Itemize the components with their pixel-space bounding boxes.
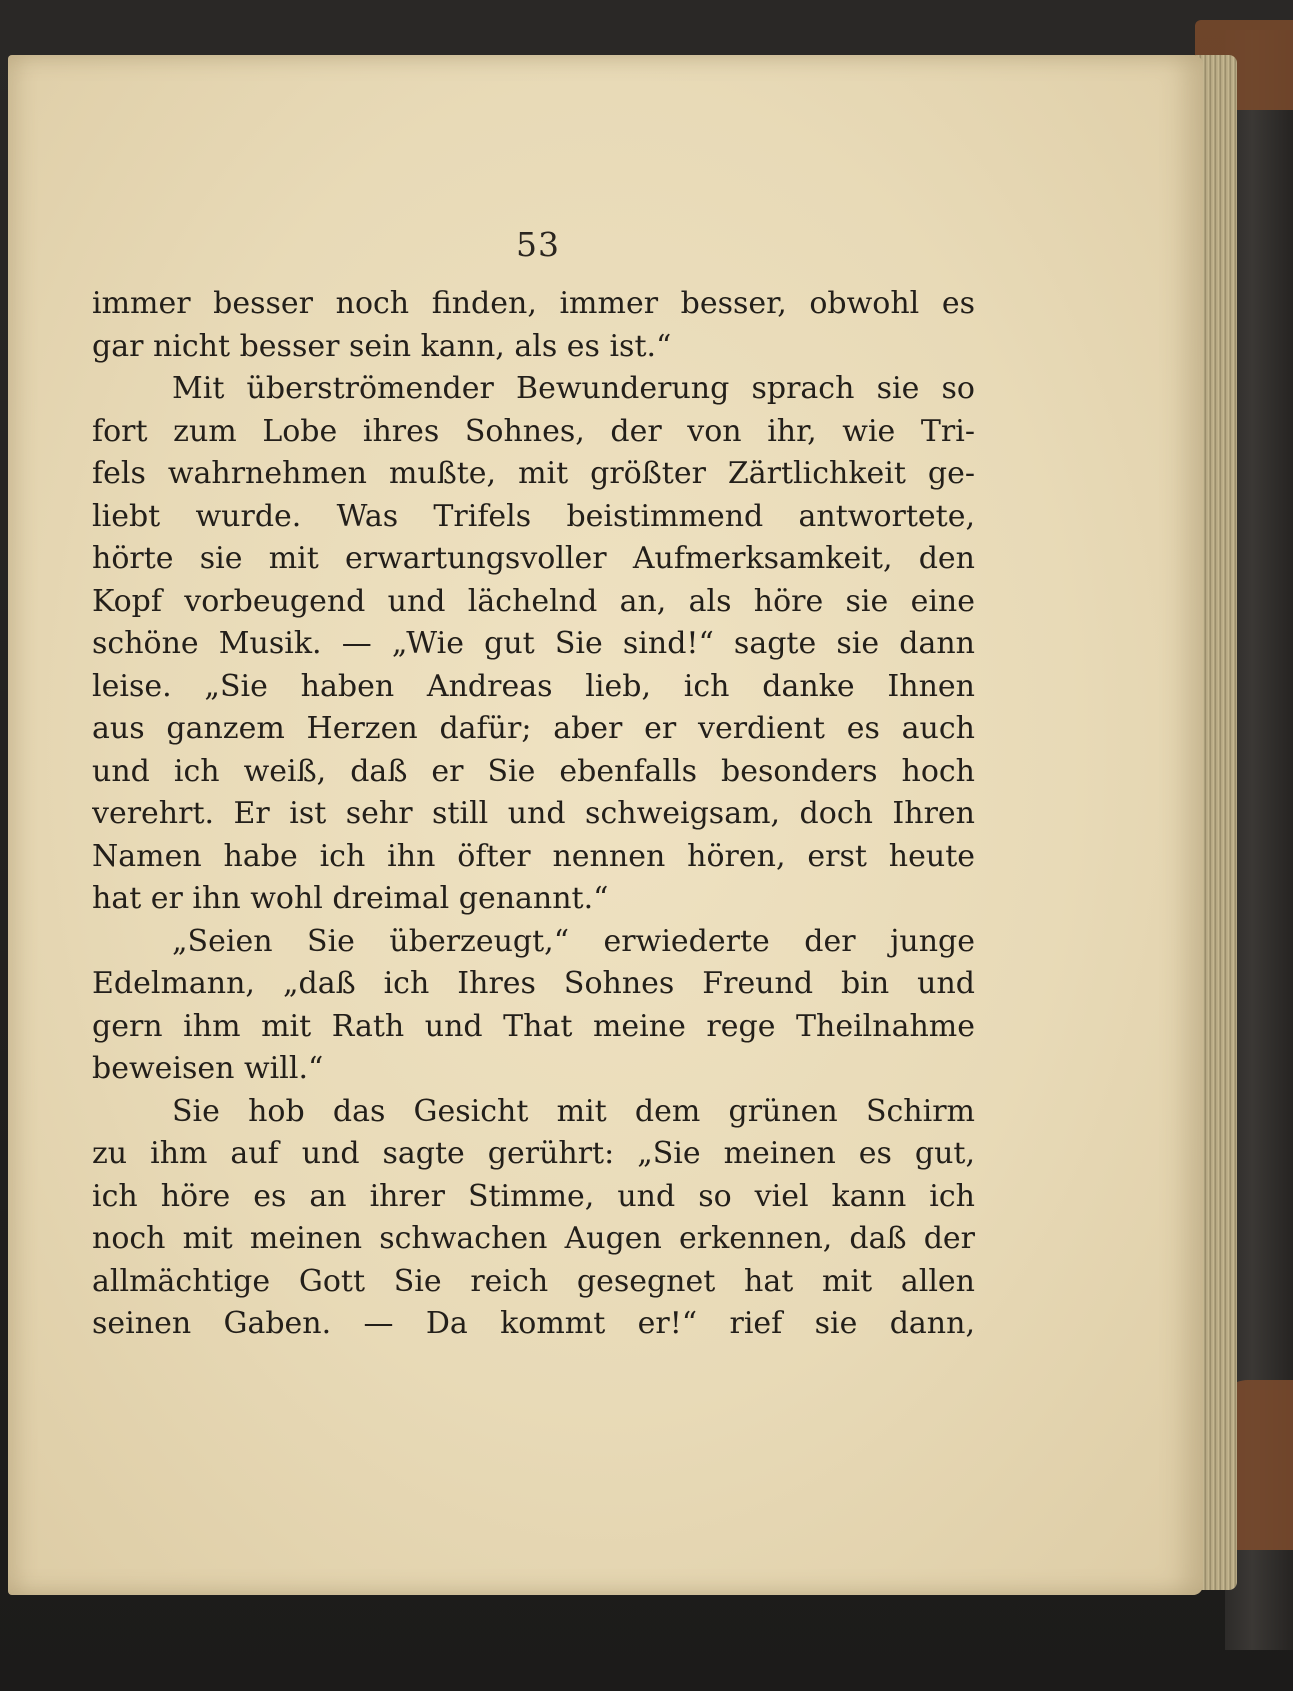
text-line: leise. „Sie haben Andreas lieb, ich danke Ihnen (92, 668, 975, 704)
text-line: ich höre es an ihrer Stimme, und so viel kann ich (92, 1178, 975, 1214)
text-line: zu ihm auf und sagte gerührt: „Sie meinen es gut, (92, 1136, 975, 1171)
text-line: allmächtige Gott Sie reich gesegnet hat mit allen (92, 1263, 975, 1299)
page-number: 53 (516, 225, 560, 264)
text-line: Namen habe ich ihn öfter nennen hören, erst heute (92, 838, 975, 874)
text-line: schöne Musik. — „Wie gut Sie sind!“ sagte sie dann (92, 626, 975, 661)
text-line: beweisen will.“ (92, 1051, 324, 1086)
text-line: gern ihm mit Rath und That meine rege Theilnahme (92, 1008, 975, 1044)
text-line: Sie hob das Gesicht mit dem grünen Schirm (172, 1093, 975, 1129)
text-line: aus ganzem Herzen dafür; aber er verdient es auch (92, 711, 975, 746)
text-line: fels wahrnehmen mußte, mit größter Zärtlichkeit ge- (92, 456, 975, 491)
book-page (8, 55, 1203, 1595)
text-line: fort zum Lobe ihres Sohnes, der von ihr, wie Tri- (92, 413, 975, 449)
text-line: „Seien Sie überzeugt,“ erwiederte der junge (172, 923, 975, 959)
text-line: Edelmann, „daß ich Ihres Sohnes Freund bin und (92, 966, 975, 1001)
text-line: liebt wurde. Was Trifels beistimmend antwortete, (92, 498, 975, 534)
text-line: Kopf vorbeugend und lächelnd an, als höre sie eine (92, 583, 975, 619)
text-line: noch mit meinen schwachen Augen erkennen, daß der (92, 1221, 975, 1256)
text-line: hörte sie mit erwartungsvoller Aufmerksamkeit, den (92, 541, 975, 576)
text-line: und ich weiß, daß er Sie ebenfalls besonders hoch (92, 753, 975, 789)
text-line: hat er ihn wohl dreimal genannt.“ (92, 881, 609, 916)
text-line: seinen Gaben. — Da kommt er!“ rief sie dann, (92, 1306, 975, 1341)
text-line: verehrt. Er ist sehr still und schweigsam, doch Ihren (92, 796, 975, 831)
text-line: Mit überströmender Bewunderung sprach sie so (172, 371, 975, 406)
page-text-block (92, 283, 975, 1346)
text-line: immer besser noch finden, immer besser, obwohl es (92, 286, 975, 321)
text-line: gar nicht besser sein kann, als es ist.“ (92, 328, 672, 364)
